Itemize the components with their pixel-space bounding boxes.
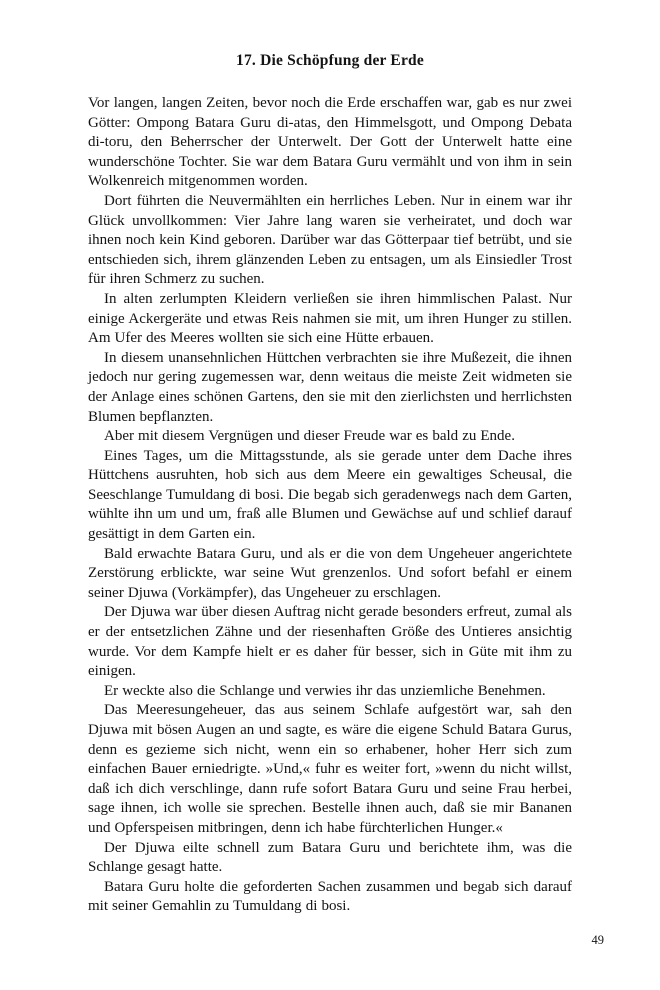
paragraph: Der Djuwa eilte schnell zum Batara Guru und berichtete ihm, was die Schlange gesagt hatte. <box>88 839 572 876</box>
paragraph: Eines Tages, um die Mittagsstunde, als sie gerade unter dem Dache ihres Hüttchens ausruhten, hob sich aus dem Meere ein gewaltiges Scheusal, die Seeschlange Tumuldang di bosi. Die begab sich geradenwegs nach dem Garten, wühlte ihn um und um, fraß alle Blumen und Gewächse auf und schlief darauf gesättigt in dem Garten ein. <box>88 447 572 543</box>
paragraph: Dort führten die Neuvermählten ein herrliches Leben. Nur in einem war ihr Glück unvollkommen: Vier Jahre lang waren sie verheiratet, und doch war ihnen noch kein Kind geboren. Darüber war das Götterpaar tief betrübt, und sie entschieden sich, ihrem glänzenden Leben zu entsagen, um als Einsiedler Trost für ihren Schmerz zu suchen. <box>88 192 572 288</box>
page-title: 17. Die Schöpfung der Erde <box>236 52 424 69</box>
paragraph: Das Meeresungeheuer, das aus seinem Schlafe aufgestört war, sah den Djuwa mit bösen Augen an und sagte, es wäre die eigene Schuld Batara Gurus, denn es gezieme sich nicht, wenn ein so erhabener, hoher Herr sich zum einfachen Bauer erniedrigte. »Und,« fuhr es weiter fort, »wenn du nicht willst, daß ich dich verschlinge, dann rufe sofort Batara Guru und seine Frau herbei, sage ihnen, ich wolle sie sprechen. Bestelle ihnen auch, daß sie mir Bananen und Opferspeisen mitbringen, denn ich habe fürchterlichen Hunger.« <box>88 702 572 836</box>
paragraph: Er weckte also die Schlange und verwies ihr das unziemliche Benehmen. <box>104 682 546 699</box>
paragraph: Batara Guru holte die geforderten Sachen zusammen und begab sich darauf mit seiner Gemahlin zu Tumuldang di bosi. <box>88 878 572 915</box>
page-number: 49 <box>591 933 604 947</box>
paragraph: In diesem unansehnlichen Hüttchen verbrachten sie ihre Mußezeit, die ihnen jedoch nur gering zugemessen war, denn weitaus die meiste Zeit widmeten sie der Anlage eines schönen Gartens, den sie mit den zierlichsten und herrlichsten Blumen bepflanzten. <box>88 349 572 425</box>
paragraph: In alten zerlumpten Kleidern verließen sie ihren himmlischen Palast. Nur einige Ackergeräte und etwas Reis nahmen sie mit, um ihren Hunger zu stillen. Am Ufer des Meeres wollten sie sich eine Hütte erbauen. <box>88 290 572 347</box>
text-block <box>88 94 572 917</box>
paragraph: Bald erwachte Batara Guru, und als er die von dem Ungeheuer angerichtete Zerstörung erblickte, war seine Wut grenzenlos. Und sofort befahl er einem seiner Djuwa (Vorkämpfer), das Ungeheuer zu erschlagen. <box>88 545 572 601</box>
paragraph: Vor langen, langen Zeiten, bevor noch die Erde erschaffen war, gab es nur zwei Götter: Ompong Batara Guru di-atas, den Himmelsgott, und Ompong Debata di-toru, den Beherrscher der Unterwelt. Der Gott der Unterwelt hatte eine wunderschöne Tochter. Sie war dem Batara Guru vermählt und von ihm in sein Wolkenreich mitgenommen worden. <box>88 95 572 190</box>
paragraph: Der Djuwa war über diesen Auftrag nicht gerade besonders erfreut, zumal als er der entsetzlichen Zähne und der riesenhaften Größe des Untieres ansichtig wurde. Vor dem Kampfe hielt er es daher für besser, sich in Güte mit ihm zu einigen. <box>88 604 572 680</box>
paragraph: Aber mit diesem Vergnügen und dieser Freude war es bald zu Ende. <box>104 428 515 445</box>
